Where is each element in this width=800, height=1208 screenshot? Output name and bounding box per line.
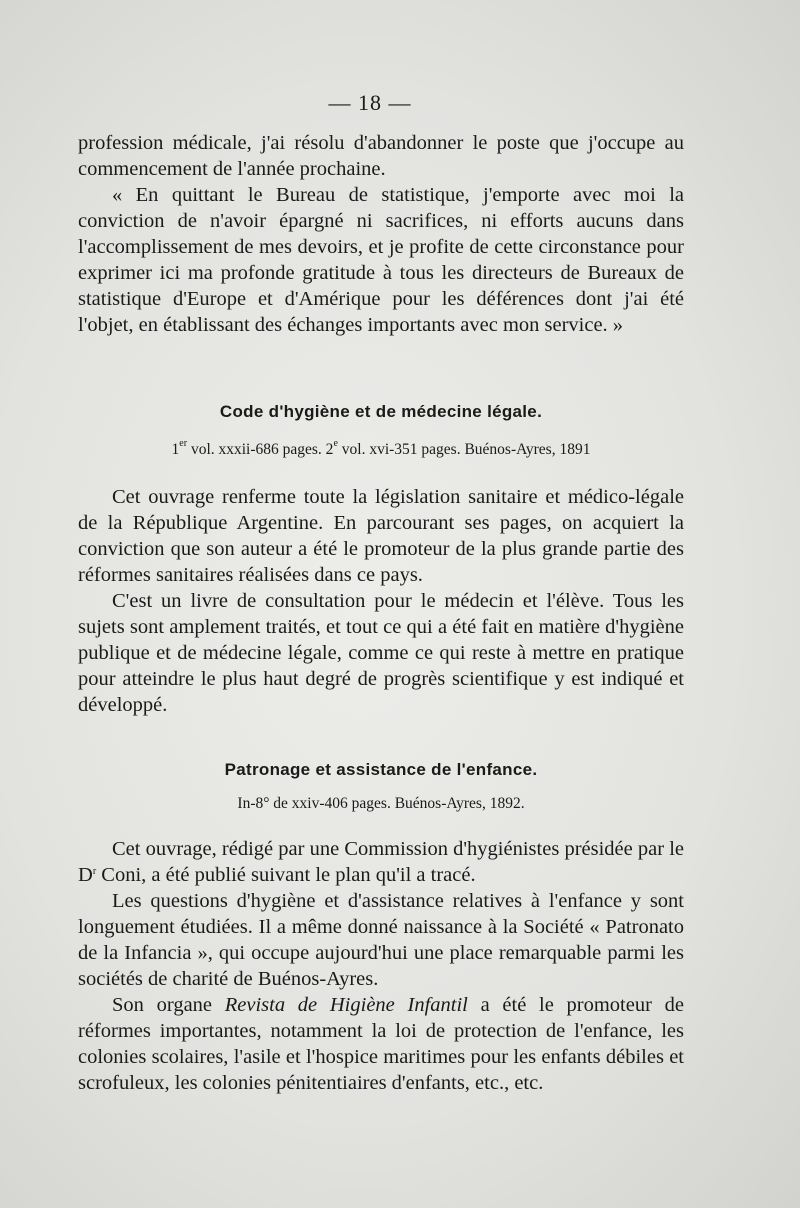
paragraph: profession médicale, j'ai résolu d'abandonner le poste que j'occupe au commencement de l'année prochaine. (78, 132, 684, 180)
paragraph: Cet ouvrage renferme toute la législation sanitaire et médico-légale de la République Argentine. En parcourant ses pages, on acquiert la conviction que son auteur a été le promoteur de la plus grande partie des réformes sanitaires réalisées dans ce pays. (78, 486, 684, 586)
page-number: — 18 — (328, 90, 412, 115)
bibliographic-reference: In-8° de xxiv-406 pages. Buénos-Ayres, 1892. (237, 795, 525, 812)
paragraph: Cet ouvrage, rédigé par une Commission d'hygiénistes présidée par le $D^r$ Coni, a été publié suivant le plan qu'il a tracé. (78, 838, 684, 886)
paragraph: « En quittant le Bureau de statistique, j'emporte avec moi la conviction de n'avoir épargné ni sacrifices, ni efforts aucuns dans l'accomplissement de mes devoirs, et je profite de cette circonstance pour exprimer ici ma profonde gratitude à tous les directeurs de Bureaux de statistique d'Europe et d'Amérique pour les déférences dont j'ai été l'objet, en établissant des échanges importants avec mon service. » (78, 184, 684, 336)
section1-text (78, 484, 684, 718)
intro-text (78, 130, 684, 338)
section-heading: Patronage et assistance de l'enfance. (224, 760, 538, 779)
paragraph: Son organe Revista de Higiène Infantil a été le promoteur de réformes importantes, notamment la loi de protection de l'enfance, les colonies scolaires, l'asile et l'hospice maritimes pour les enfants débiles et scrofuleux, les colonies pénitentiaires d'enfants, etc., etc. (78, 994, 684, 1094)
section-heading: Code d'hygiène et de médecine légale. (219, 402, 543, 421)
section2-text (78, 836, 684, 1096)
bibliographic-reference: 1er vol. xxxii-686 pages. 2e vol. xvi-351 pages. Buénos-Ayres, 1891 (171, 438, 591, 458)
paragraph: C'est un livre de consultation pour le médecin et l'élève. Tous les sujets sont amplement traités, et tout ce qui a été fait en matière d'hygiène publique et de médecine légale, comme ce qui reste à mettre en pratique pour atteindre le plus haut degré de progrès scientifique y est indiqué et développé. (78, 590, 684, 716)
paragraph: Les questions d'hygiène et d'assistance relatives à l'enfance y sont longuement étudiées. Il a même donné naissance à la Société « Patronato de la Infancia », qui occupe aujourd'hui une place remarquable parmi les sociétés de charité de Buénos-Ayres. (78, 890, 684, 990)
